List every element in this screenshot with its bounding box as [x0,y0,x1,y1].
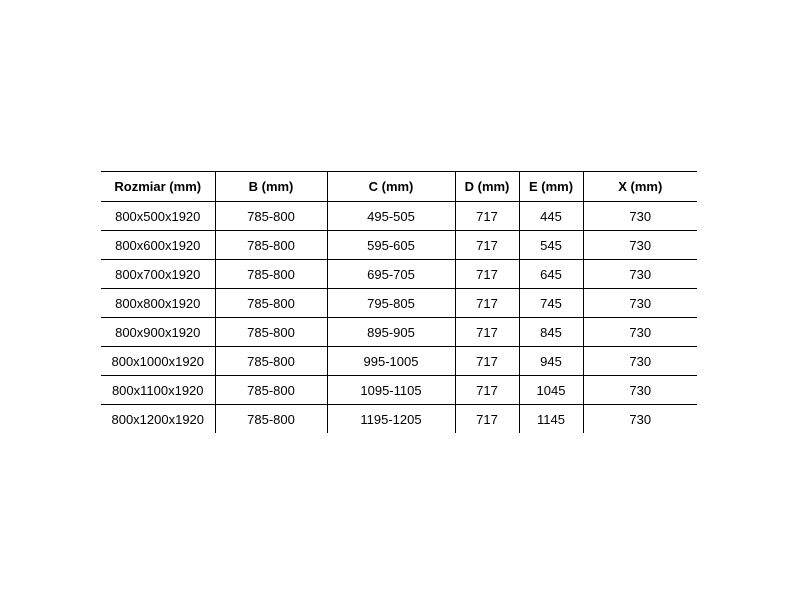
table-row [101,405,697,434]
cell-c: 595-605 [327,231,455,260]
cell-d: 717 [455,376,519,405]
cell-x: 730 [583,289,697,318]
header-e: E (mm) [519,172,583,202]
cell-d: 717 [455,318,519,347]
cell-d: 717 [455,202,519,231]
cell-c: 1195-1205 [327,405,455,434]
table-row [101,376,697,405]
cell-c: 995-1005 [327,347,455,376]
cell-e: 445 [519,202,583,231]
cell-size: 800x900x1920 [101,318,215,347]
header-c: C (mm) [327,172,455,202]
cell-d: 717 [455,231,519,260]
cell-b: 785-800 [215,405,327,434]
cell-b: 785-800 [215,318,327,347]
cell-x: 730 [583,260,697,289]
cell-b: 785-800 [215,289,327,318]
cell-x: 730 [583,405,697,434]
cell-size: 800x1100x1920 [101,376,215,405]
cell-e: 1145 [519,405,583,434]
cell-b: 785-800 [215,376,327,405]
cell-c: 495-505 [327,202,455,231]
cell-d: 717 [455,260,519,289]
header-x: X (mm) [583,172,697,202]
cell-c: 695-705 [327,260,455,289]
cell-c: 1095-1105 [327,376,455,405]
table-row [101,202,697,231]
cell-d: 717 [455,347,519,376]
cell-x: 730 [583,318,697,347]
cell-d: 717 [455,405,519,434]
cell-b: 785-800 [215,347,327,376]
table-row [101,260,697,289]
cell-e: 645 [519,260,583,289]
table-header-row [101,172,697,202]
cell-x: 730 [583,202,697,231]
cell-e: 745 [519,289,583,318]
cell-size: 800x500x1920 [101,202,215,231]
cell-b: 785-800 [215,260,327,289]
dimensions-table [101,171,697,433]
cell-x: 730 [583,347,697,376]
cell-x: 730 [583,231,697,260]
cell-e: 945 [519,347,583,376]
cell-size: 800x600x1920 [101,231,215,260]
cell-b: 785-800 [215,202,327,231]
header-b: B (mm) [215,172,327,202]
table-row [101,231,697,260]
cell-e: 1045 [519,376,583,405]
cell-x: 730 [583,376,697,405]
cell-e: 845 [519,318,583,347]
cell-c: 795-805 [327,289,455,318]
cell-size: 800x700x1920 [101,260,215,289]
cell-size: 800x1200x1920 [111,411,205,427]
cell-e: 545 [519,231,583,260]
cell-d: 717 [455,289,519,318]
table-row [101,347,697,376]
header-d: D (mm) [455,172,519,202]
cell-b: 785-800 [215,231,327,260]
cell-size: 800x1000x1920 [101,347,215,376]
table-row [101,289,697,318]
cell-size: 800x800x1920 [101,289,215,318]
cell-c: 895-905 [327,318,455,347]
header-size: Rozmiar (mm) [101,172,215,202]
table-row [101,318,697,347]
